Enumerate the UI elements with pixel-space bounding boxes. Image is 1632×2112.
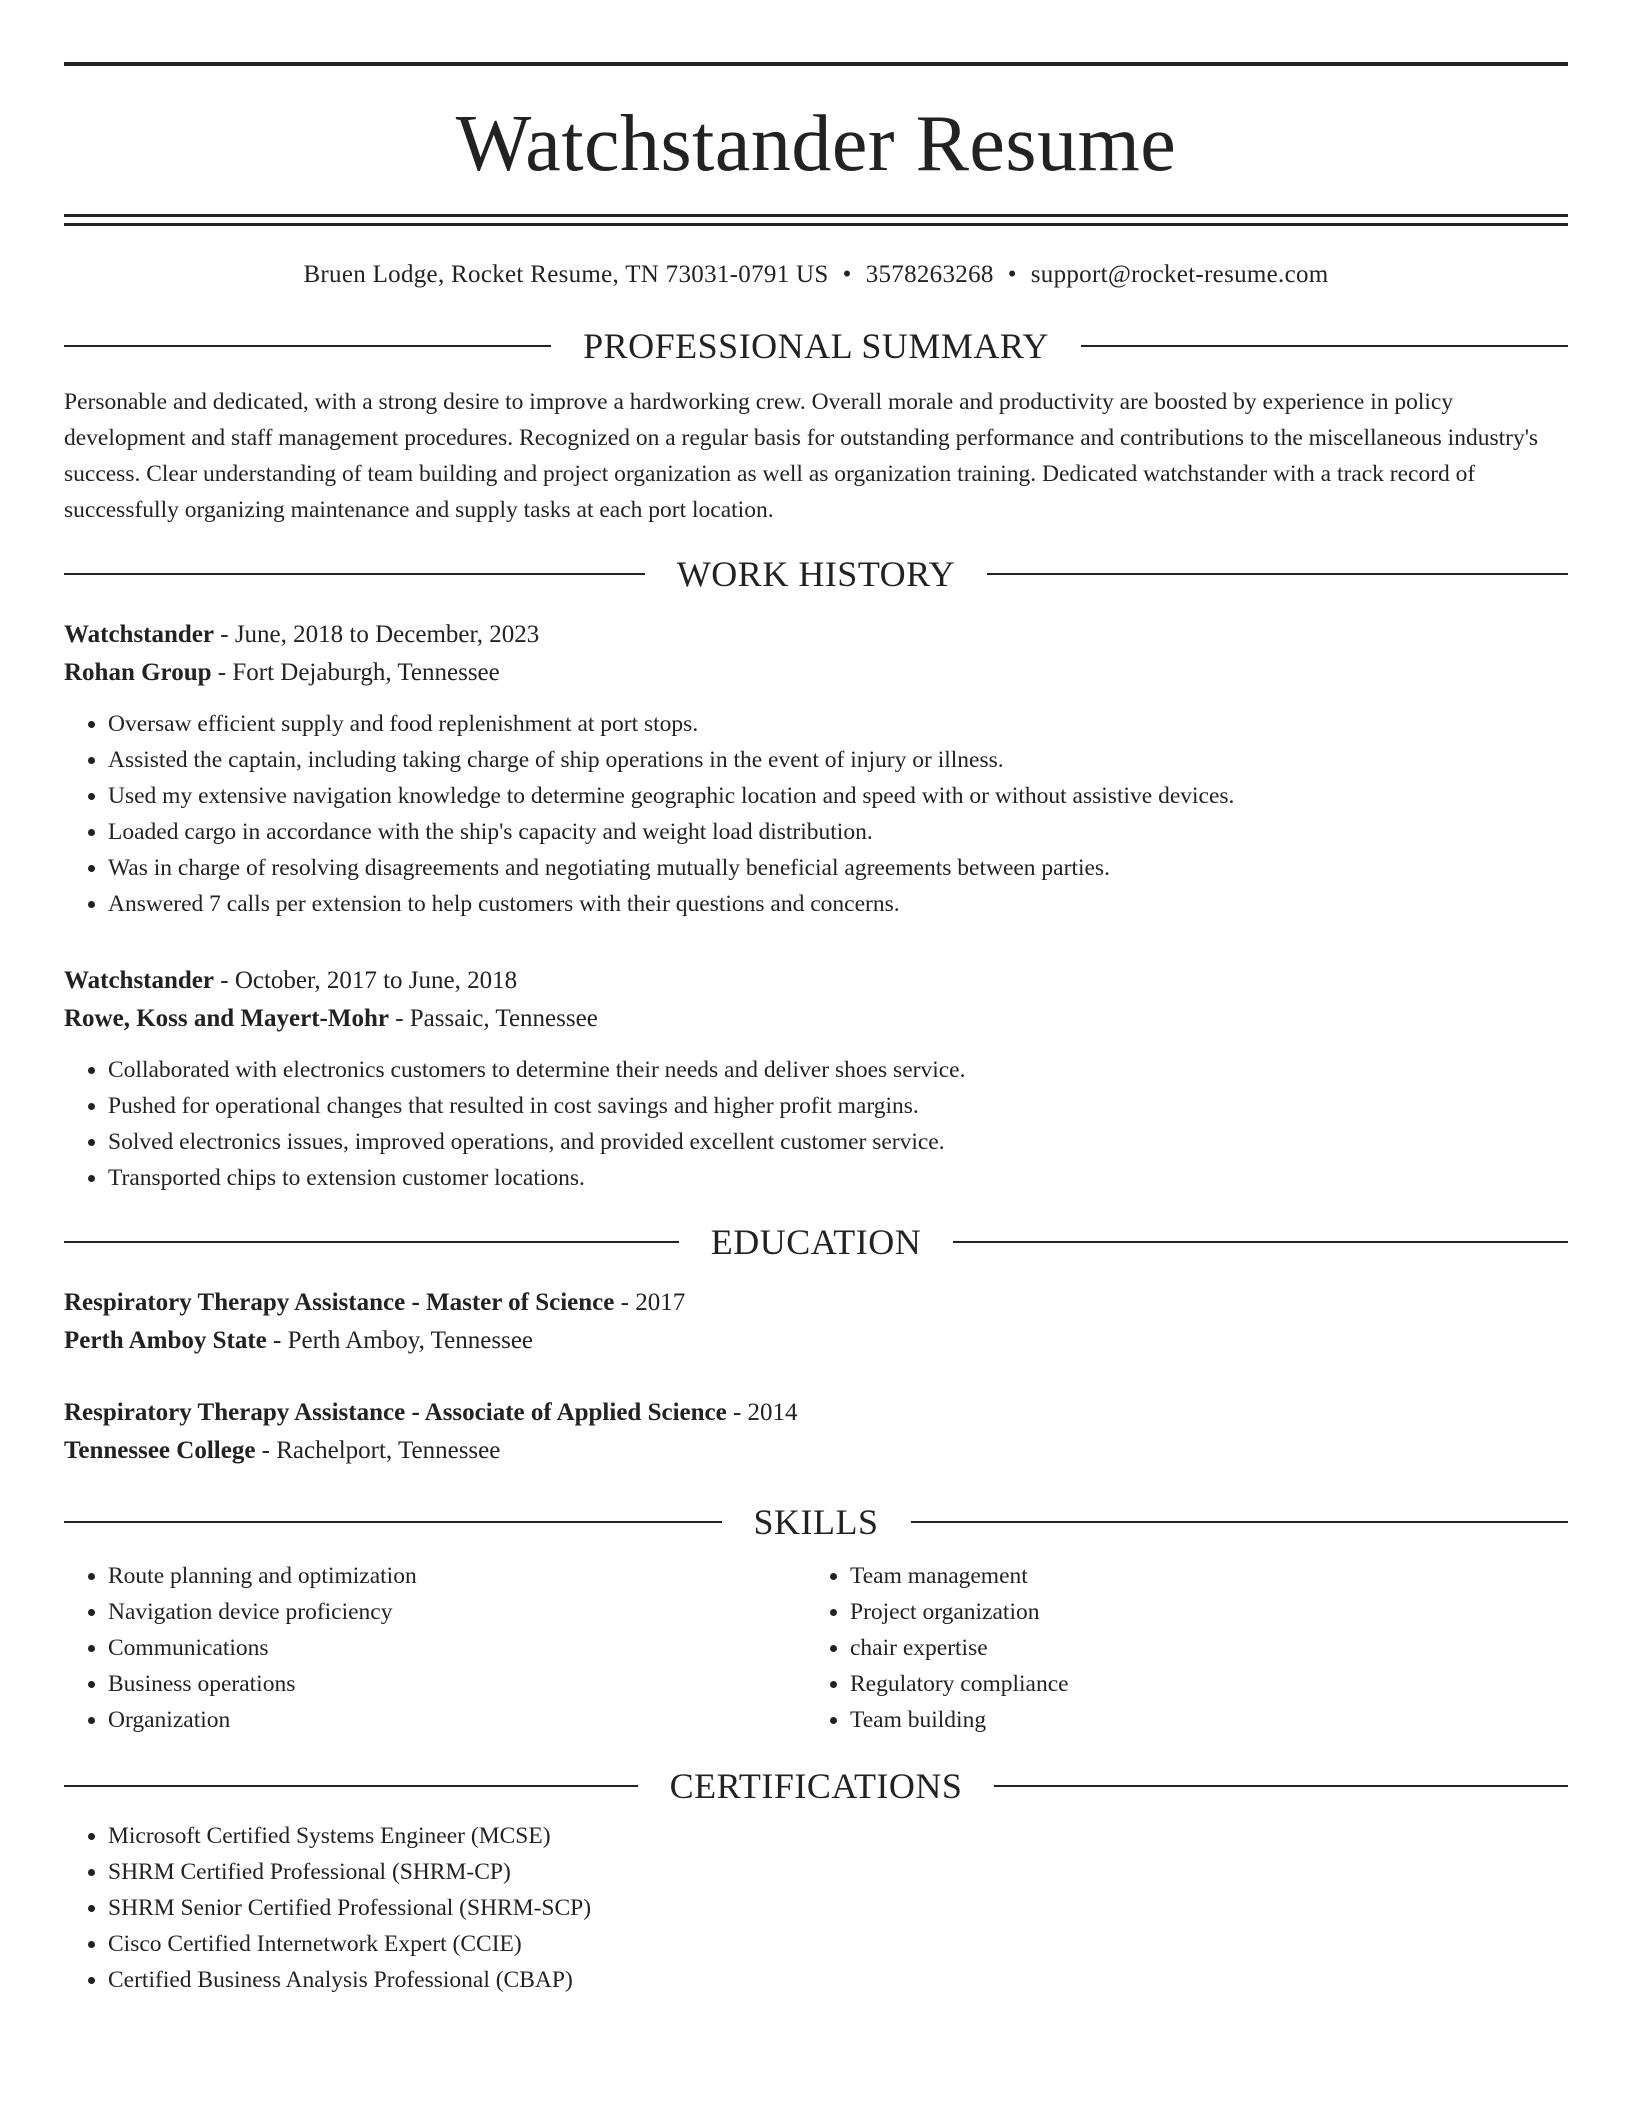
education-year: - 2017 — [614, 1289, 686, 1316]
education-degree-line — [64, 1394, 1568, 1432]
job-company: Rohan Group — [64, 659, 212, 686]
list-item: • Organization — [108, 1702, 806, 1738]
job-title-line — [64, 616, 1568, 654]
contact-phone: 3578263268 — [865, 261, 994, 288]
education-heading-label: EDUCATION — [710, 1222, 922, 1262]
job-title: Watchstander — [64, 967, 214, 994]
heading-rule — [953, 1241, 1568, 1243]
list-item: • Assisted the captain, including taking charge of ship operations in the event of injury or illness. — [108, 742, 1568, 778]
summary-heading-label: PROFESSIONAL SUMMARY — [583, 326, 1049, 366]
contact-line — [64, 260, 1568, 290]
education-section-heading — [64, 1224, 1568, 1260]
list-item: • Business operations — [108, 1666, 806, 1702]
list-item: • Cisco Certified Internetwork Expert (CCIE) — [108, 1926, 1568, 1962]
job-company-line — [64, 1000, 1568, 1038]
job-dates: - June, 2018 to December, 2023 — [214, 621, 540, 648]
list-item: • Loaded cargo in accordance with the ship's capacity and weight load distribution. — [108, 814, 1568, 850]
summary-section-heading — [64, 328, 1568, 364]
work-history-heading-label: WORK HISTORY — [676, 554, 956, 594]
certifications-section-heading — [64, 1768, 1568, 1804]
contact-separator: • — [1007, 261, 1017, 288]
list-item: • Used my extensive navigation knowledge to determine geographic location and speed with or without assistive devices. — [108, 778, 1568, 814]
title-double-rule — [64, 214, 1568, 226]
job-entry — [64, 616, 1568, 922]
list-item: • Team management — [850, 1558, 1548, 1594]
heading-rule — [911, 1521, 1569, 1523]
education-entry — [64, 1394, 1568, 1470]
contact-separator: • — [842, 261, 852, 288]
heading-rule — [64, 345, 551, 347]
list-item: • Transported chips to extension customer locations. — [108, 1160, 1568, 1196]
list-item: • Oversaw efficient supply and food replenishment at port stops. — [108, 706, 1568, 742]
list-item: • Route planning and optimization — [108, 1558, 806, 1594]
education-school-line — [64, 1432, 1568, 1470]
list-item: • Certified Business Analysis Professional (CBAP) — [108, 1962, 1568, 1998]
list-item: • Microsoft Certified Systems Engineer (MCSE) — [108, 1818, 1568, 1854]
job-company-line — [64, 654, 1568, 692]
education-degree: Respiratory Therapy Assistance - Associate of Applied Science — [64, 1399, 727, 1426]
summary-text: Personable and dedicated, with a strong desire to improve a hardworking crew. Overall morale and productivity are boosted by experience in policy development and staff management procedures. Recognized on a regular basis for outstanding performance and contributions to the miscellaneous industry's success. Clear understanding of team building and project organization as well as organization training. Dedicated watchstander with a track record of successfully organizing maintenance and supply tasks at each port location. — [64, 389, 1539, 523]
education-year: - 2014 — [726, 1399, 798, 1426]
list-item: • SHRM Certified Professional (SHRM-CP) — [108, 1854, 1568, 1890]
certifications-heading-label: CERTIFICATIONS — [669, 1766, 963, 1806]
list-item: • SHRM Senior Certified Professional (SHRM-SCP) — [108, 1890, 1568, 1926]
education-entry — [64, 1284, 1568, 1360]
list-item: • Pushed for operational changes that resulted in cost savings and higher profit margins. — [108, 1088, 1568, 1124]
list-item: • Answered 7 calls per extension to help customers with their questions and concerns. — [108, 886, 1568, 922]
heading-rule — [64, 1241, 679, 1243]
list-item: • Collaborated with electronics customers to determine their needs and deliver shoes service. — [108, 1052, 1568, 1088]
list-item: • Communications — [108, 1630, 806, 1666]
skills-section-heading — [64, 1504, 1568, 1540]
skills-heading-label: SKILLS — [753, 1502, 879, 1542]
heading-rule — [987, 573, 1568, 575]
education-school: Tennessee College — [64, 1437, 256, 1464]
job-company: Rowe, Koss and Mayert-Mohr — [64, 1005, 389, 1032]
skills-left-list — [64, 1558, 806, 1738]
job-entry — [64, 962, 1568, 1196]
skills-columns — [64, 1558, 1568, 1738]
job-title: Watchstander — [64, 621, 214, 648]
list-item: • Project organization — [850, 1594, 1548, 1630]
list-item: • Was in charge of resolving disagreements and negotiating mutually beneficial agreements between parties. — [108, 850, 1568, 886]
list-item: • Navigation device proficiency — [108, 1594, 806, 1630]
education-school-line — [64, 1322, 1568, 1360]
heading-rule — [64, 1785, 638, 1787]
job-bullets — [64, 1052, 1568, 1196]
job-location: - Passaic, Tennessee — [388, 1005, 598, 1032]
education-degree: Respiratory Therapy Assistance - Master of Science — [64, 1289, 615, 1316]
certifications-list — [64, 1818, 1568, 1998]
education-location: - Rachelport, Tennessee — [255, 1437, 501, 1464]
job-bullets — [64, 706, 1568, 922]
heading-rule — [64, 1521, 722, 1523]
list-item: • Solved electronics issues, improved operations, and provided excellent customer service. — [108, 1124, 1568, 1160]
heading-rule — [1081, 345, 1568, 347]
education-location: - Perth Amboy, Tennessee — [266, 1327, 534, 1354]
job-location: - Fort Dejaburgh, Tennessee — [211, 659, 500, 686]
top-rule — [64, 62, 1568, 66]
education-school: Perth Amboy State — [64, 1327, 267, 1354]
contact-address: Bruen Lodge, Rocket Resume, TN 73031-0791 US — [303, 261, 829, 288]
contact-email: support@rocket-resume.com — [1030, 261, 1329, 288]
job-title-line — [64, 962, 1568, 1000]
page-title: Watchstander Resume — [455, 100, 1177, 188]
list-item: • chair expertise — [850, 1630, 1548, 1666]
list-item: • Regulatory compliance — [850, 1666, 1548, 1702]
education-degree-line — [64, 1284, 1568, 1322]
job-dates: - October, 2017 to June, 2018 — [214, 967, 518, 994]
skills-right-list — [806, 1558, 1548, 1738]
heading-rule — [64, 573, 645, 575]
work-history-section-heading — [64, 556, 1568, 592]
heading-rule — [994, 1785, 1568, 1787]
list-item: • Team building — [850, 1702, 1548, 1738]
